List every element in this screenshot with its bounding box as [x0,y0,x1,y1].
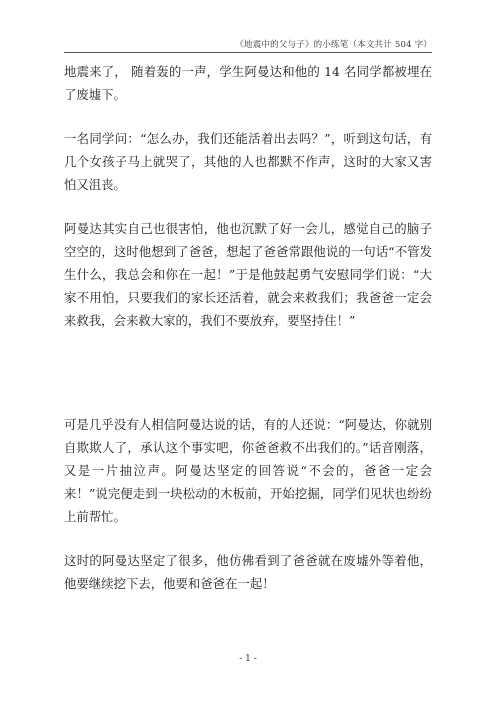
page-header: 《地震中的父与子》的小练笔（本文共计 504 字） [235,40,432,50]
blank-space [64,353,432,413]
paragraph-5: 这时的阿曼达坚定了很多，他仿佛看到了爸爸就在废墟外等着他，他要继续挖下去，他要和爸爸在一起！ [64,553,432,591]
paragraph-1: 地震来了， 随着轰的一声，学生阿曼达和他的 14 名同学都被埋在了废墟下。 [64,64,432,102]
paragraph-4: 可是几乎没有人相信阿曼达说的话，有的人还说：“阿曼达，你就别自欺欺人了，承认这个事实吧，你爸爸救不出我们的。”话音刚落，又是一片抽泣声。阿曼达坚定的回答说“不会的，爸爸一定会来！”说完便走到一块松动的木板前，开始挖掘，同学们见状也纷纷上前帮忙。 [64,417,432,524]
page-number: - 1 - [239,654,257,664]
paragraph-2: 一名同学问：“怎么办，我们还能活着出去吗？”，听到这句话，有几个女孩子马上就哭了，其他的人也都默不作声，这时的大家又害怕又沮丧。 [64,131,432,192]
header-divider [64,52,432,53]
paragraph-3: 阿曼达其实自己也很害怕，他也沉默了好一会儿，感觉自己的脑子空空的，这时他想到了爸爸，想起了爸爸常跟他说的一句话“不管发生什么，我总会和你在一起！”于是他鼓起勇气安慰同学们说：“大家不用怕，只要我们的家长还活着，就会来救我们；我爸爸一定会来救我，会来救大家的，我们不要放弃，要坚持住！” [64,221,432,328]
document-body [64,60,432,616]
